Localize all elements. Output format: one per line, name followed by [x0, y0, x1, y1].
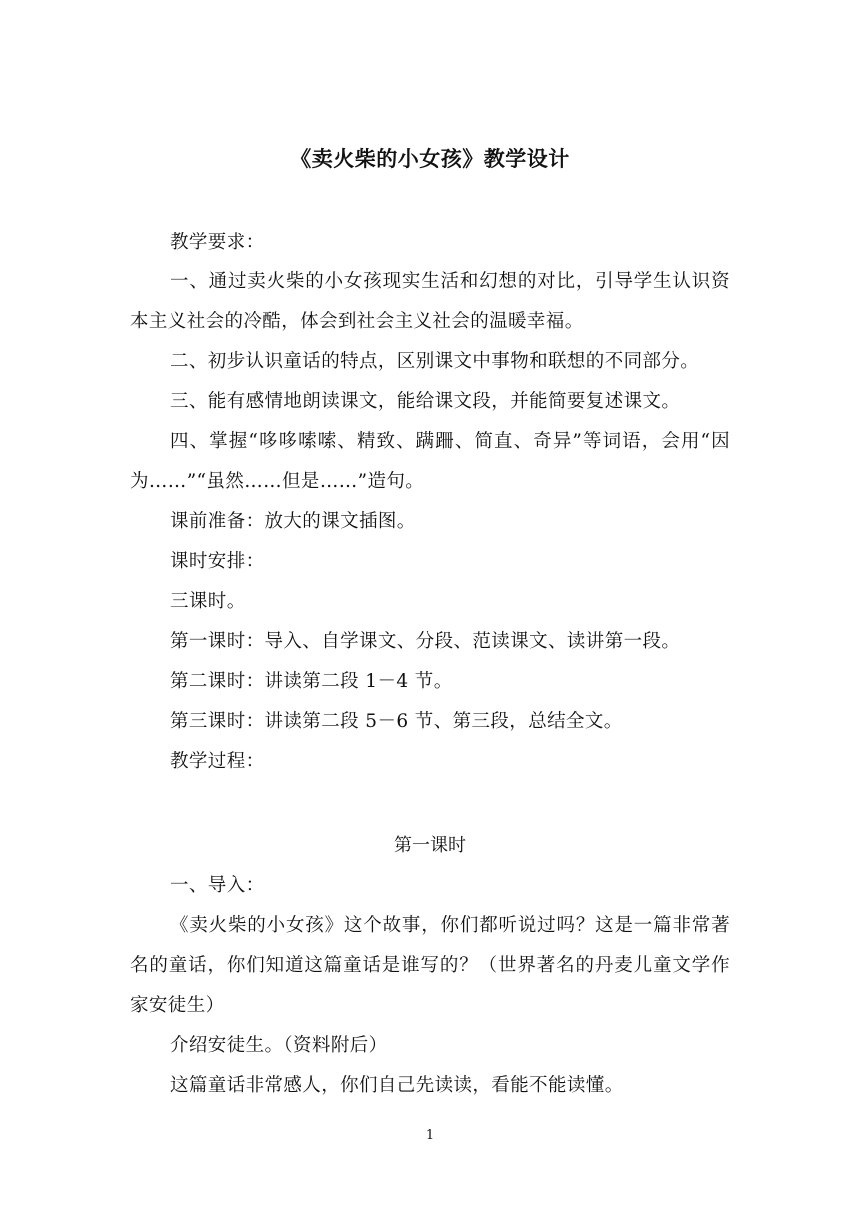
paragraph: 课前准备：放大的课文插图。: [170, 511, 416, 532]
paragraph: 教学过程：: [170, 751, 265, 772]
paragraph: 三课时。: [170, 591, 246, 612]
paragraph: 第三课时：讲读第二段 5－6 节、第三段，总结全文。: [170, 711, 623, 732]
paragraph: 一、通过卖火柴的小女孩现实生活和幻想的对比，引导学生认识资本主义社会的冷酷，体会到社会主义社会的温暖幸福。: [130, 271, 730, 332]
paragraph: 课时安排：: [170, 551, 265, 572]
paragraph: 《卖火柴的小女孩》这个故事，你们都听说过吗？这是一篇非常著名的童话，你们知道这篇童话是谁写的？（世界著名的丹麦儿童文学作家安徒生）: [130, 915, 730, 1016]
paragraph: 一、导入：: [170, 875, 265, 896]
paragraph: 介绍安徒生。（资料附后）: [170, 1035, 388, 1056]
paragraph: 三、能有感情地朗读课文，能给课文段，并能简要复述课文。: [170, 391, 681, 412]
document-title: 《卖火柴的小女孩》教学设计: [290, 147, 570, 171]
paragraph: 这篇童话非常感人，你们自己先读读，看能不能读懂。: [170, 1075, 624, 1096]
paragraph: 四、掌握“哆哆嗦嗦、精致、蹒跚、简直、奇异”等词语，会用“因为……”“虽然……但是……”造句。: [130, 431, 730, 492]
section-heading: 第一课时: [394, 835, 466, 856]
paragraph: 第一课时：导入、自学课文、分段、范读课文、读讲第一段。: [170, 631, 681, 652]
paragraph: 二、初步认识童话的特点，区别课文中事物和联想的不同部分。: [170, 351, 700, 372]
page-number: 1: [425, 1128, 435, 1143]
paragraph: 第二课时：讲读第二段 1－4 节。: [170, 671, 453, 692]
paragraph: 教学要求：: [170, 232, 265, 253]
